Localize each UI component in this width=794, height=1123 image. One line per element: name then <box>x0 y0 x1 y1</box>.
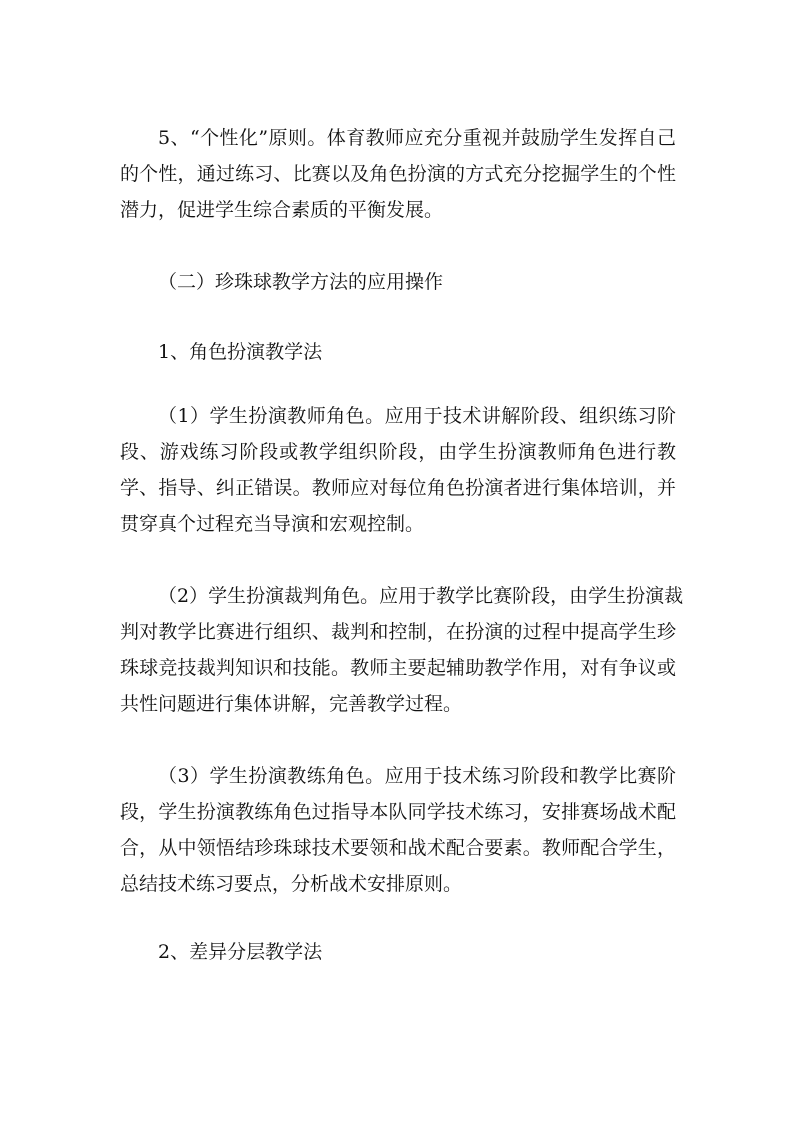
paragraph-line: 共性问题进行集体讲解，完善教学过程。 <box>120 693 463 715</box>
paragraph-student-as-coach <box>120 758 676 902</box>
paragraph-line: 5、“个性化”原则。体育教师应充分重视并鼓励学生发挥自己 <box>158 127 676 149</box>
paragraph-line: （1）学生扮演教师角色。应用于技术讲解阶段、组织练习阶 <box>158 405 676 427</box>
paragraph-line: 的个性，通过练习、比赛以及角色扮演的方式充分挖掘学生的个性 <box>120 163 676 185</box>
paragraph-line: 贯穿真个过程充当导演和宏观控制。 <box>120 513 425 535</box>
paragraph-student-as-teacher <box>120 398 676 542</box>
paragraph-line: 段，学生扮演教练角色过指导本队同学技术练习，安排赛场战术配 <box>120 801 676 823</box>
subsection-heading-role-play <box>120 334 676 370</box>
section-heading-text: （二）珍珠球教学方法的应用操作 <box>158 271 444 293</box>
paragraph-student-as-referee <box>120 578 684 722</box>
paragraph-line: （3）学生扮演教练角色。应用于技术练习阶段和教学比赛阶 <box>158 765 676 787</box>
section-heading <box>120 264 676 300</box>
paragraph-line: 珠球竞技裁判知识和技能。教师主要起辅助教学作用，对有争议或 <box>120 657 676 679</box>
subsection-heading-text: 2、差异分层教学法 <box>158 941 323 963</box>
subsection-heading-tiered-teaching <box>120 934 676 970</box>
paragraph-line: 段、游戏练习阶段或教学组织阶段，由学生扮演教师角色进行教 <box>120 441 676 463</box>
paragraph-line: 学、指导、纠正错误。教师应对每位角色扮演者进行集体培训，并 <box>120 477 676 499</box>
paragraph-line: 潜力，促进学生综合素质的平衡发展。 <box>120 199 444 221</box>
paragraph-line: 判对教学比赛进行组织、裁判和控制，在扮演的过程中提高学生珍 <box>120 621 676 643</box>
subsection-heading-text: 1、角色扮演教学法 <box>158 341 323 363</box>
paragraph-individuality-principle <box>120 120 676 228</box>
paragraph-line: （2）学生扮演裁判角色。应用于教学比赛阶段，由学生扮演裁 <box>158 585 684 607</box>
paragraph-line: 合，从中领悟结珍珠球技术要领和战术配合要素。教师配合学生， <box>120 837 676 859</box>
paragraph-line: 总结技术练习要点，分析战术安排原则。 <box>120 873 463 895</box>
